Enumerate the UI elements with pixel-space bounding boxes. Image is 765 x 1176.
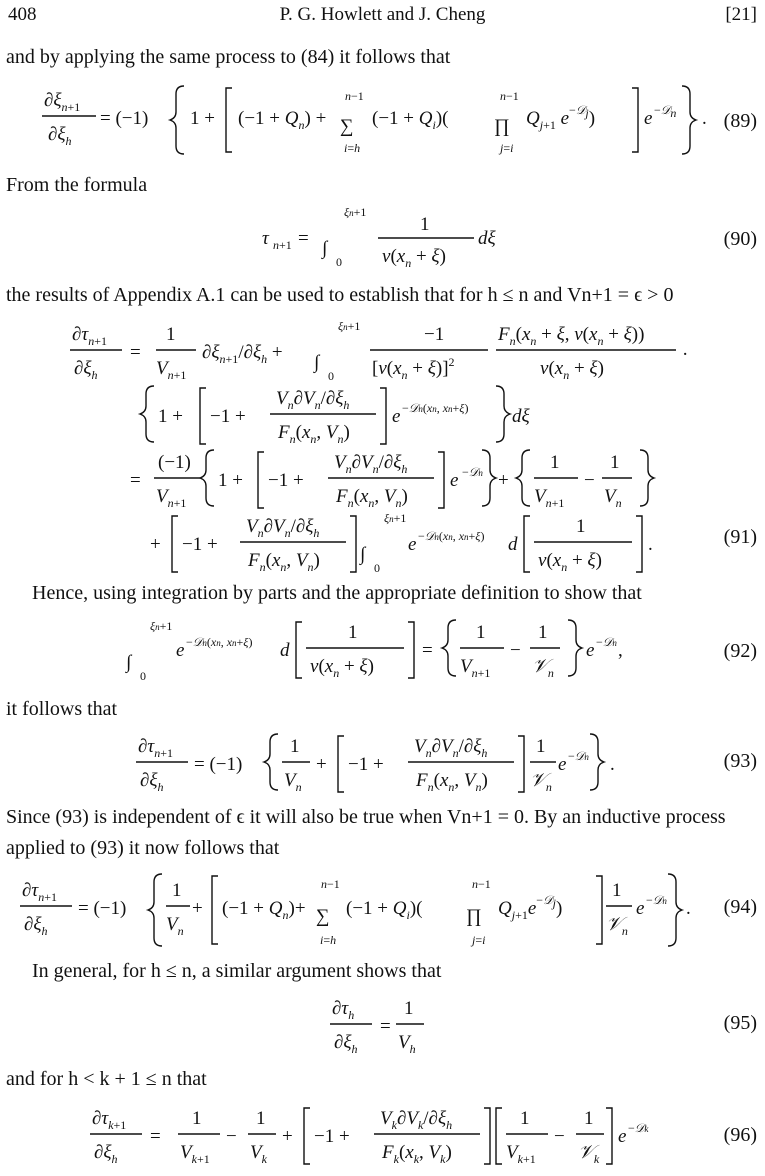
running-head-authors: P. G. Howlett and J. Cheng — [279, 4, 486, 25]
svg-text:(−1 + Qi)(: $(-1 + Q_i)$( — [346, 898, 423, 922]
svg-text:Vn+1: $V_{n+1}$ — [534, 486, 565, 510]
svg-text:−𝒟n(xn, xn+ξ): −𝒟n(xn, xn+ξ) — [402, 401, 469, 415]
svg-text:1: 1 — [192, 1108, 202, 1129]
svg-text:∫: ∫ — [322, 238, 328, 259]
svg-text:∂ξn+1: $\partial\xi_n+1$ — [44, 90, 81, 114]
svg-text:Qj+1e−𝒟j): $Q_{j+1}e^{-𝒟}j$) — [498, 893, 563, 922]
equation-93 — [0, 728, 765, 800]
svg-text:.: . — [648, 534, 653, 555]
svg-text:Vk+1: $V_{k+1}$ — [180, 1142, 210, 1166]
svg-text:−: − — [226, 1126, 237, 1147]
svg-text:Vk: $V_k$ — [250, 1142, 267, 1166]
svg-text:1 +: 1 + — [190, 108, 215, 129]
svg-text:Fn(xn, Vn): $F_n(x_n$, $V_n$) — [278, 422, 350, 446]
svg-text:e: e — [644, 108, 653, 129]
svg-text:Fn(xn, Vn): $F_n(x_n$, $V_n$) — [336, 486, 408, 510]
svg-text:∂τn+1: $\partial\tau_{n+1}$ — [138, 736, 173, 760]
svg-text:Vn∂Vn/∂ξh: $V_n\partial V_n/\partial\xi_h$ — [246, 516, 320, 540]
svg-text:1: 1 — [166, 324, 176, 345]
svg-text:1: 1 — [550, 452, 560, 473]
svg-text:1: 1 — [520, 1108, 530, 1129]
equation-number-96: (96) — [723, 1124, 757, 1146]
svg-text:+: + — [192, 898, 203, 919]
svg-text:dξ: dξ — [512, 406, 530, 427]
svg-text:ξn+1: ξn+1 — [150, 619, 173, 633]
svg-text:τ: τ — [262, 228, 269, 249]
svg-text:= (−1): = (−1) — [78, 898, 127, 919]
equation-95 — [0, 992, 765, 1058]
svg-text:1: 1 — [348, 622, 358, 643]
svg-text:= (−1): = (−1) — [100, 108, 149, 129]
equation-96 — [0, 1100, 765, 1172]
svg-text:+: + — [316, 754, 327, 775]
svg-text:1: 1 — [420, 214, 430, 235]
svg-text:𝒱k: 𝒱$_k$ — [578, 1142, 600, 1166]
svg-text:e: e — [450, 470, 459, 491]
svg-text:·: · — [682, 344, 689, 365]
svg-text:1 +: 1 + — [218, 470, 243, 491]
svg-text:(−1): (−1) — [158, 452, 191, 473]
paragraph-4: Hence, using integration by parts and the appropriate definition to show that — [32, 582, 642, 604]
svg-text:0: 0 — [140, 669, 146, 683]
svg-text:𝒱n: 𝒱$_n$ — [532, 656, 554, 680]
svg-text:∂ξh: $\partial\xi_h$ — [74, 358, 98, 382]
svg-text:∑: ∑ — [316, 906, 330, 927]
svg-text:=: = — [150, 1126, 161, 1147]
svg-text:n−1: n−1 — [500, 89, 519, 103]
svg-text:∂ξn+1/∂ξh +: $\partial\xi_{n+1}/\partial\xi_h$ + — [202, 342, 283, 366]
svg-text:Vn∂Vn/∂ξh: $V_n\partial V_n/\partial\xi_h$ — [276, 388, 350, 412]
svg-text:+: + — [282, 1126, 293, 1147]
paragraph-2: From the formula — [6, 174, 148, 196]
svg-text:∂ξh: $\partial\xi_h$ — [48, 124, 72, 148]
svg-text:i=h: i=h — [344, 141, 361, 155]
svg-text:.: . — [702, 108, 707, 129]
svg-text:=: = — [298, 228, 309, 249]
equation-number-90: (90) — [723, 228, 757, 250]
svg-text:[v(xn + ξ)]2: $[v(x_n + \xi)]^2$ — [372, 355, 455, 382]
page-number: 408 — [8, 4, 37, 25]
equation-number-94: (94) — [723, 896, 757, 918]
svg-text:=: = — [130, 342, 141, 363]
svg-text:Qj+1 e−𝒟j): $Q_{j+1}$ $e^{-𝒟}j$) — [526, 103, 596, 132]
svg-text:ξn+1: ξn+1 — [344, 205, 367, 219]
svg-text:ξn+1: ξn+1 — [384, 511, 407, 525]
svg-text:∂τh: $\partial\tau_h$ — [332, 998, 355, 1022]
svg-text:∂ξh: $\partial\xi_h$ — [334, 1032, 358, 1056]
svg-text:n+1: n+1 — [273, 238, 292, 252]
svg-text:∏: ∏ — [494, 116, 510, 137]
svg-text:1: 1 — [610, 452, 620, 473]
svg-text:𝒱n: 𝒱$_n$ — [606, 914, 628, 938]
svg-text:∂ξh: $\partial\xi_h$ — [140, 770, 164, 794]
svg-text:−1 +: −1 + — [182, 534, 218, 555]
svg-text:,: , — [618, 640, 623, 661]
svg-text:−𝒟n(xn, xn+ξ): −𝒟n(xn, xn+ξ) — [186, 635, 253, 649]
svg-text:e: e — [176, 640, 185, 661]
svg-text:j=i: j=i — [500, 141, 514, 155]
svg-text:1: 1 — [536, 736, 546, 757]
svg-text:∂ξh: $\partial\xi_h$ — [24, 914, 48, 938]
paragraph-5: it follows that — [6, 698, 118, 720]
svg-text:0: 0 — [374, 561, 380, 575]
svg-text:Vn: $V_n$ — [166, 914, 184, 938]
svg-text:−𝒟n: −𝒟n — [462, 465, 483, 479]
svg-text:Vk+1: $V_{k+1}$ — [506, 1142, 536, 1166]
svg-text:+: + — [498, 470, 509, 491]
equation-number-95: (95) — [723, 1012, 757, 1034]
svg-text:1: 1 — [476, 622, 486, 643]
paragraph-8: and for h < k + 1 ≤ n that — [6, 1068, 207, 1090]
paragraph-7: In general, for h ≤ n, a similar argument shows that — [32, 960, 442, 982]
svg-text:(−1 + Qn)+: $(-1 + Q_n)+$ — [222, 898, 306, 922]
svg-text:−1 +: −1 + — [268, 470, 304, 491]
svg-text:∫: ∫ — [126, 652, 132, 673]
svg-text:1: 1 — [256, 1108, 266, 1129]
svg-text:−1 +: −1 + — [314, 1126, 350, 1147]
svg-text:e: e — [408, 534, 417, 555]
svg-text:1: 1 — [290, 736, 300, 757]
svg-text:Vn+1: $V_{n+1}$ — [460, 656, 491, 680]
equation-number-89: (89) — [723, 110, 757, 132]
svg-text:∂ξh: $\partial\xi_h$ — [94, 1142, 118, 1166]
svg-text:1: 1 — [576, 516, 586, 537]
equation-number-93: (93) — [723, 750, 757, 772]
svg-text:n−1: n−1 — [472, 877, 491, 891]
equation-94 — [0, 868, 765, 952]
svg-text:= (−1): = (−1) — [194, 754, 243, 775]
svg-text:1 +: 1 + — [158, 406, 183, 427]
svg-text:0: 0 — [328, 369, 334, 383]
svg-text:1: 1 — [172, 880, 182, 901]
svg-text:∑: ∑ — [340, 116, 354, 137]
svg-text:=: = — [422, 640, 433, 661]
svg-text:Vn: $V_n$ — [604, 486, 622, 510]
svg-text:i=h: i=h — [320, 933, 337, 947]
svg-text:Vn+1: $V_{n+1}$ — [156, 358, 187, 382]
svg-text:1: 1 — [612, 880, 622, 901]
paragraph-1: and by applying the same process to (84) it follows that — [6, 46, 451, 68]
svg-text:∂τn+1: $\partial\tau_{n+1}$ — [22, 880, 57, 904]
svg-text:1: 1 — [538, 622, 548, 643]
svg-text:0: 0 — [336, 255, 342, 269]
paragraph-6: Since (93) is independent of ϵ it will also be true when Vn+1 = 0. By an inductive process applied to (93) it now follows that — [6, 806, 726, 859]
svg-text:−1 +: −1 + — [210, 406, 246, 427]
svg-text:−1 +: −1 + — [348, 754, 384, 775]
svg-text:Vn∂Vn/∂ξh: $V_n\partial V_n/\partial\xi_h$ — [334, 452, 408, 476]
svg-text:e: e — [392, 406, 401, 427]
svg-text:Fn(xn, Vn): $F_n(x_n$, $V_n$) — [248, 550, 320, 574]
svg-text:−: − — [584, 470, 595, 491]
equation-number-91: (91) — [723, 526, 757, 548]
svg-text:Vn∂Vn/∂ξh: $V_n\partial V_n/\partial\xi_h$ — [414, 736, 488, 760]
svg-text:1: 1 — [584, 1108, 594, 1129]
svg-text:−𝒟k: −𝒟k — [628, 1121, 649, 1135]
svg-text:e: e — [618, 1126, 627, 1147]
svg-text:=: = — [380, 1016, 391, 1037]
svg-text:n−1: n−1 — [321, 877, 340, 891]
svg-text:v(xn + ξ): $v(x_n + \xi)$ — [538, 550, 602, 574]
svg-text:Fn(xn + ξ, v(xn + ξ)): $F_n(x_n + \xi$, $v(x_n + \xi)$) — [498, 324, 645, 348]
svg-text:−𝒟n: −𝒟n — [654, 103, 677, 120]
svg-text:∫: ∫ — [360, 544, 366, 565]
svg-text:dξ: dξ — [478, 228, 496, 249]
svg-text:(−1 + Qi)(: $(-1 + Q_i)$( — [372, 108, 449, 132]
svg-text:Vn: $V_n$ — [284, 770, 302, 794]
equation-90 — [0, 202, 765, 274]
svg-text:Fk(xk, Vk): $F_k(x_k$, $V_k$) — [382, 1142, 452, 1166]
equation-number-92: (92) — [723, 640, 757, 662]
svg-text:e: e — [586, 640, 595, 661]
equation-89 — [0, 82, 765, 162]
svg-text:Fn(xn, Vn): $F_n(x_n$, $V_n$) — [416, 770, 488, 794]
svg-text:∏: ∏ — [466, 906, 482, 927]
svg-text:∂τk+1: $\partial\tau_{k+1}$ — [92, 1108, 127, 1132]
svg-text:−𝒟n: −𝒟n — [596, 635, 617, 649]
svg-text:+: + — [150, 534, 161, 555]
svg-text:v(xn + ξ): $v(x_n + \xi)$ — [310, 656, 374, 680]
svg-text:−𝒟n(xn, xn+ξ): −𝒟n(xn, xn+ξ) — [418, 529, 485, 543]
svg-text:1: 1 — [404, 998, 414, 1019]
svg-text:Vk∂Vk/∂ξh: $V_k\partial V_k/\partial\xi_h$ — [380, 1108, 453, 1132]
svg-text:.: . — [686, 898, 691, 919]
svg-text:j=i: j=i — [472, 933, 486, 947]
svg-text:e: e — [636, 898, 645, 919]
svg-text:v(xn + ξ): $v(x_n + \xi)$ — [382, 246, 446, 270]
svg-text:∫: ∫ — [314, 352, 320, 373]
paragraph-3: the results of Appendix A.1 can be used to establish that for h ≤ n and Vn+1 = ϵ > 0 — [6, 284, 674, 306]
svg-text:e: e — [558, 754, 567, 775]
reference-tag: [21] — [725, 4, 757, 25]
svg-text:d: d — [508, 534, 518, 555]
svg-text:𝒱n: 𝒱$_n$ — [530, 770, 552, 794]
svg-text:∂τn+1: $\partial\tau_{n+1}$ — [72, 324, 107, 348]
equation-91 — [0, 316, 765, 606]
svg-text:ξn+1: ξn+1 — [338, 319, 361, 333]
svg-text:v(xn + ξ): $v(x_n + \xi)$ — [540, 358, 604, 382]
svg-text:Vh: $V_h$ — [398, 1032, 416, 1056]
svg-text:−𝒟n: −𝒟n — [646, 893, 667, 907]
svg-text:−: − — [554, 1126, 565, 1147]
svg-text:−𝒟n: −𝒟n — [568, 749, 589, 763]
svg-text:−: − — [510, 640, 521, 661]
svg-text:−1: −1 — [424, 324, 445, 345]
svg-text:n−1: n−1 — [345, 89, 364, 103]
svg-text:Vn+1: $V_{n+1}$ — [156, 486, 187, 510]
svg-text:(−1 + Qn) +: $(-1 + Q_n)$ + — [238, 108, 327, 132]
svg-text:d: d — [280, 640, 290, 661]
equation-92 — [0, 614, 765, 690]
svg-text:.: . — [610, 754, 615, 775]
svg-text:=: = — [130, 470, 141, 491]
